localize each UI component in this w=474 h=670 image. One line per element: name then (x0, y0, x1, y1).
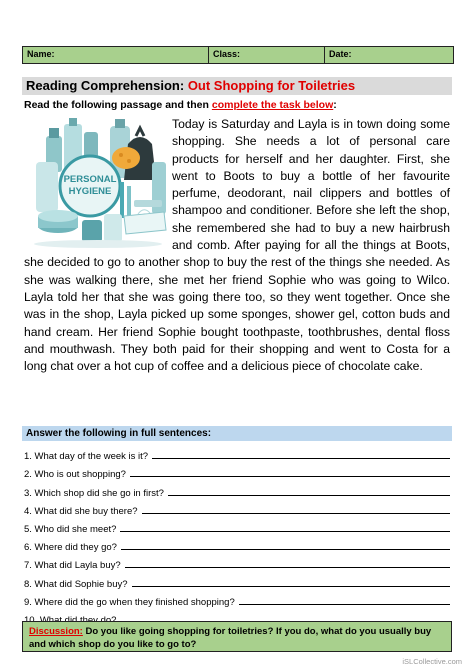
discussion-text: Do you like going shopping for toiletries? If you do, what do you usually buy and which shop do you like to go to? (29, 626, 432, 650)
question-8 (24, 571, 450, 589)
question-3 (24, 480, 450, 498)
question-6 (24, 535, 450, 553)
question-text: 3. Which shop did she go in first? (24, 487, 164, 499)
answer-line[interactable] (152, 458, 450, 459)
question-list (24, 444, 450, 626)
instruction-line (24, 99, 337, 111)
question-2 (24, 462, 450, 480)
question-text: 1. What day of the week is it? (24, 451, 149, 463)
instruction-prefix: Read the following passage and then (24, 99, 209, 111)
watermark: iSLCollective.com (402, 657, 462, 666)
question-4 (24, 499, 450, 517)
question-text: 8. What did Sophie buy? (24, 578, 128, 590)
question-text: 9. Where did the go when they finished shopping? (24, 596, 235, 608)
answer-line[interactable] (168, 495, 450, 496)
title-highlight: Out Shopping for Toiletries (187, 78, 356, 93)
answer-line[interactable] (121, 549, 450, 550)
passage-text: Today is Saturday and Layla is in town doing some shopping. She needs a lot of personal care products for herself and her daughter. First, she went to Boots to buy a bottle of her favourite perfume, deodorant, nail clippers and bottles of shampoo and conditioner. Before she left the shop, she remembered she had to buy a new hairbrush and comb. After paying for all the things at Boots, she decided to go to another shop to buy the rest of the things she needed. As she was walking there, she met her friend Sophie who was going to Wilco. Layla told her that she was going there too, so they went together. Once she was in the shop, Layla picked up some sponges, shower gel, cotton buds and hand cream. Her friend Sophie bought toothpaste, toothbrushes, dental floss and mouthwash. They both paid for their shopping and went to Costa for a long chat over a hot cup of coffee and a delicious piece of chocolate cake. (24, 117, 450, 374)
svg-text:PERSONAL: PERSONAL (63, 174, 117, 185)
question-text: 7. What did Layla buy? (24, 560, 121, 572)
question-1 (24, 444, 450, 462)
answer-line[interactable] (142, 513, 450, 514)
question-9 (24, 590, 450, 608)
answer-line[interactable] (132, 586, 450, 587)
class-field[interactable]: Class: (209, 47, 325, 63)
answer-line[interactable] (120, 531, 450, 532)
discussion-box (22, 621, 452, 652)
question-text: 6. Where did they go? (24, 542, 117, 554)
question-text: 4. What did she buy there? (24, 505, 138, 517)
instruction-suffix: : (333, 99, 337, 111)
discussion-label: Discussion: (29, 626, 83, 637)
worksheet-title (22, 77, 452, 95)
date-field[interactable]: Date: (329, 49, 352, 59)
answer-line[interactable] (130, 476, 450, 477)
question-5 (24, 517, 450, 535)
answer-line[interactable] (239, 604, 450, 605)
personal-hygiene-illustration (28, 116, 170, 251)
question-text: 2. Who is out shopping? (24, 469, 126, 481)
answer-line[interactable] (125, 567, 450, 568)
name-field[interactable]: Name: (23, 47, 209, 63)
title-prefix: Reading Comprehension: (26, 78, 185, 93)
answer-heading: Answer the following in full sentences: (22, 426, 452, 441)
instruction-highlight: complete the task below (211, 99, 334, 111)
svg-text:HYGIENE: HYGIENE (68, 186, 112, 197)
question-text: 5. Who did she meet? (24, 523, 117, 535)
question-7 (24, 553, 450, 571)
student-info-header (22, 46, 454, 64)
